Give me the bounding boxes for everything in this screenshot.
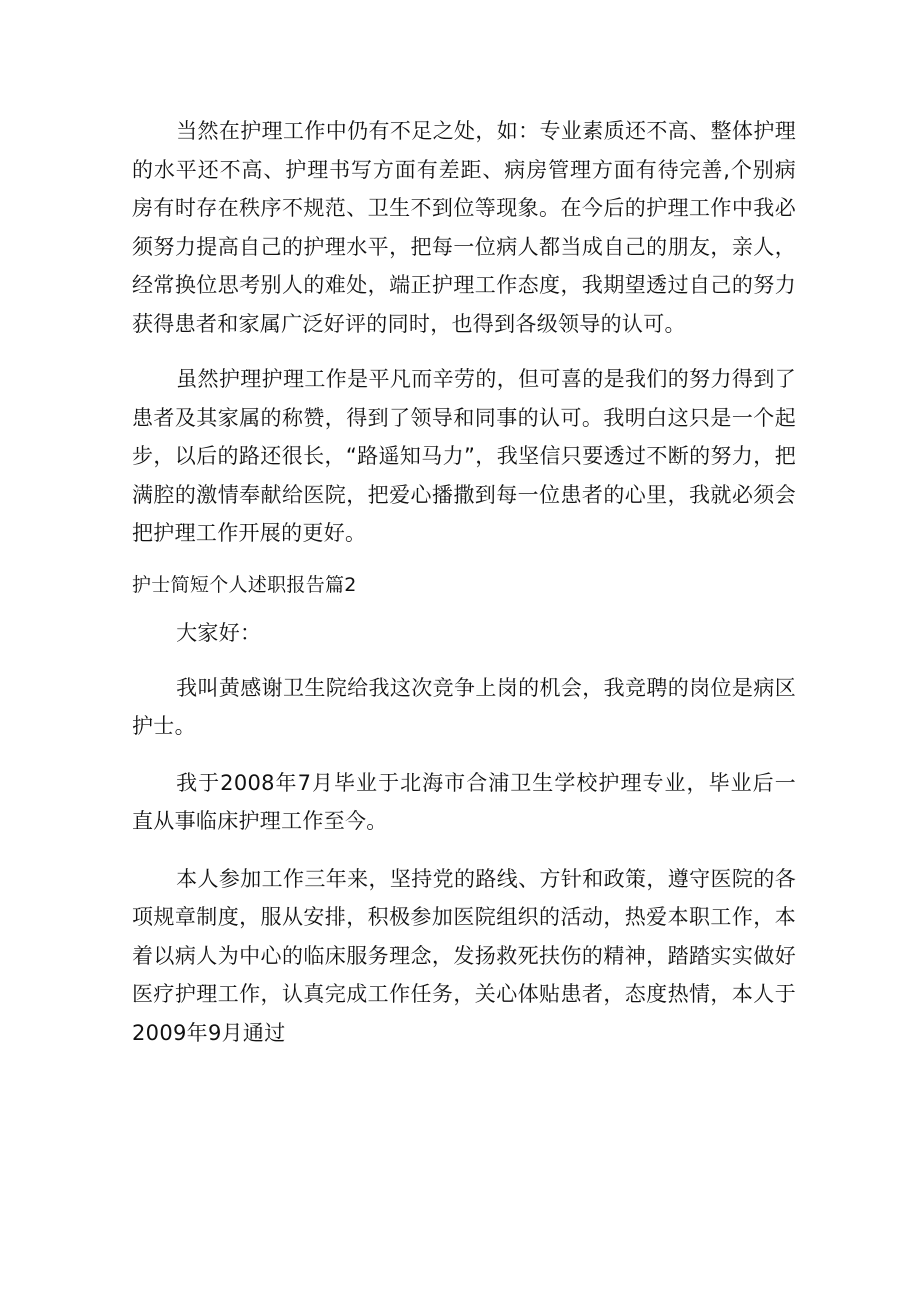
paragraph-introduction: 我叫黄感谢卫生院给我这次竞争上岗的机会，我竞聘的岗位是病区护士。 (132, 675, 796, 738)
section-heading: 护士简短个人述职报告篇2 (132, 573, 357, 596)
document-page (132, 112, 796, 1052)
paragraph-shortcomings: 当然在护理工作中仍有不足之处，如：专业素质还不高、整体护理的水平还不高、护理书写方面有差距、病房管理方面有待完善,个别病房有时存在秩序不规范、卫生不到位等现象。在今后的护理工作中我必须努力提高自己的护理水平，把每一位病人都当成自己的朋友，亲人，经常换位思考别人的难处，端正护理工作态度，我期望透过自己的努力获得患者和家属广泛好评的同时，也得到各级领导的认可。 (132, 119, 796, 336)
paragraph-achievements: 虽然护理护理工作是平凡而辛劳的，但可喜的是我们的努力得到了患者及其家属的称赞，得到了领导和同事的认可。我明白这只是一个起步，以后的路还很长，“路遥知马力”，我坚信只要透过不断的努力，把满腔的激情奉献给医院，把爱心播撒到每一位患者的心里，我就必须会把护理工作开展的更好。 (132, 367, 796, 545)
paragraph-work-experience: 本人参加工作三年来，坚持党的路线、方针和政策，遵守医院的各项规章制度，服从安排，积极参加医院组织的活动，热爱本职工作，本着以病人为中心的临床服务理念，发扬救死扶伤的精神，踏踏实实做好医疗护理工作，认真完成工作任务，关心体贴患者，态度热情，本人于2009年9月通过 (132, 866, 796, 1045)
paragraph-education: 我于2008年7月毕业于北海市合浦卫生学校护理专业，毕业后一直从事临床护理工作至今。 (132, 770, 796, 833)
greeting: 大家好： (176, 621, 262, 645)
